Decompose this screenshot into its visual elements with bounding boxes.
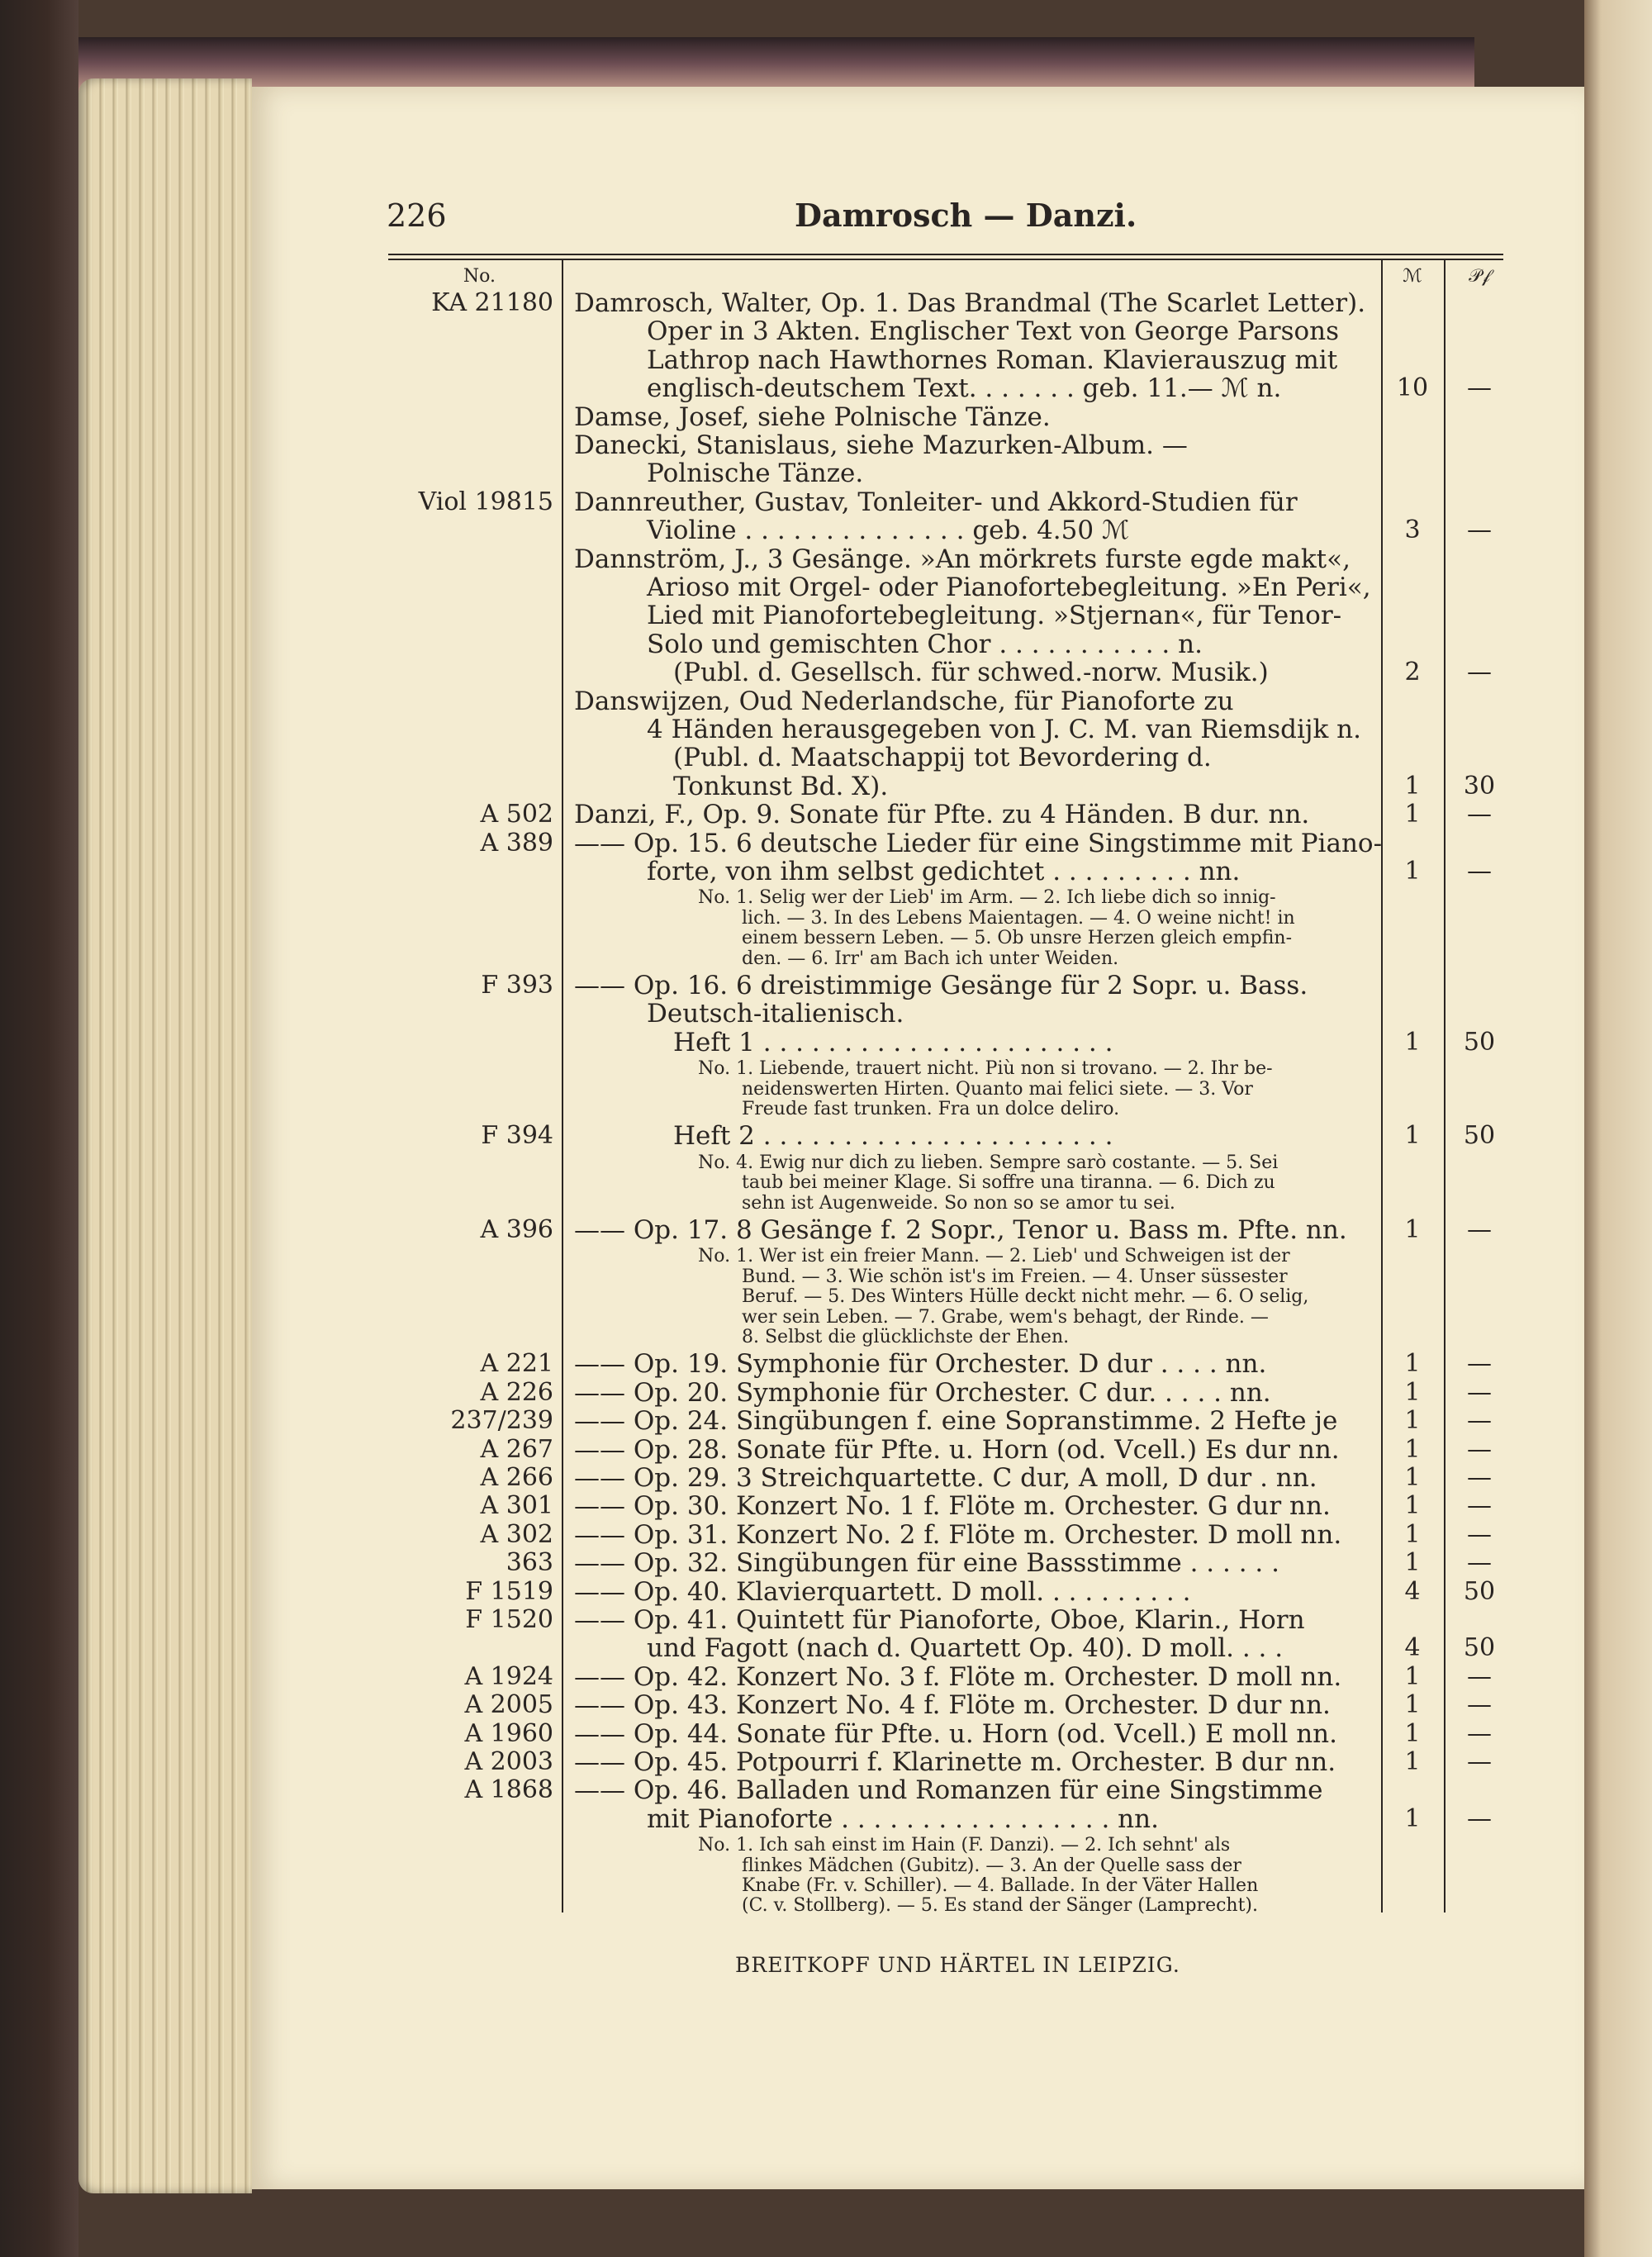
entry-number: 237/239 xyxy=(450,1406,553,1436)
price-mark: 1 xyxy=(1404,1491,1421,1521)
entry-line: Oper in 3 Akten. Englischer Text von George Parsons xyxy=(647,316,1340,347)
entry-line: Damse, Josef, siehe Polnische Tänze. xyxy=(574,402,1051,432)
entry-contents-line: No. 1. Selig wer der Lieb' im Arm. — 2. Ich liebe dich so innig- xyxy=(698,887,1276,909)
entry-line: —— Op. 46. Balladen und Romanzen für eine Singstimme xyxy=(574,1775,1323,1806)
entry-line: Damrosch, Walter, Op. 1. Das Brandmal (The Scarlet Letter). xyxy=(574,288,1366,318)
entry-number: Viol 19815 xyxy=(418,487,553,516)
price-pf: 50 xyxy=(1463,1633,1496,1663)
price-mark: 1 xyxy=(1404,1548,1421,1578)
entry-line: Heft 1 . . . . . . . . . . . . . . . . . . . . . . xyxy=(673,1027,1113,1057)
price-pf: — xyxy=(1467,1463,1492,1492)
entry-line: Danzi, F., Op. 9. Sonate für Pfte. zu 4 Händen. B dur. nn. xyxy=(574,800,1310,830)
entry-number: A 226 xyxy=(480,1377,553,1407)
page-number: 226 xyxy=(387,197,447,234)
col-header-mark: ℳ xyxy=(1403,266,1422,287)
entry-number: F 393 xyxy=(481,971,553,1000)
col-header-no: No. xyxy=(463,266,496,287)
price-mark: 1 xyxy=(1404,1519,1421,1549)
entry-line: —— Op. 30. Konzert No. 1 f. Flöte m. Orchester. G dur nn. xyxy=(574,1491,1331,1522)
entry-line: —— Op. 17. 8 Gesänge f. 2 Sopr., Tenor u. Bass m. Pfte. nn. xyxy=(574,1215,1347,1245)
entry-line: Solo und gemischten Chor . . . . . . . . . . . n. xyxy=(647,629,1203,659)
column-rule-left xyxy=(562,260,563,1913)
entry-line: Danswijzen, Oud Nederlandsche, für Pianoforte zu xyxy=(574,686,1234,716)
entry-number: A 502 xyxy=(480,800,553,829)
entry-line: mit Pianoforte . . . . . . . . . . . . . . . . . nn. xyxy=(647,1803,1159,1834)
entry-number: A 1924 xyxy=(464,1661,553,1691)
price-mark: 4 xyxy=(1404,1576,1421,1606)
price-pf: — xyxy=(1467,800,1492,829)
entry-contents-line: taub bei meiner Klage. Si soffre una tiranna. — 6. Dich zu xyxy=(742,1172,1275,1194)
entry-contents-line: 8. Selbst die glücklichste der Ehen. xyxy=(742,1327,1070,1347)
entry-contents-line: Freude fast trunken. Fra un dolce deliro. xyxy=(742,1099,1120,1119)
entry-number: A 221 xyxy=(480,1349,553,1379)
entry-line: —— Op. 28. Sonate für Pfte. u. Horn (od. Vcell.) Es dur nn. xyxy=(574,1434,1340,1465)
entry-contents-line: lich. — 3. In des Lebens Maientagen. — 4. O weine nicht! in xyxy=(742,907,1295,929)
price-mark: 1 xyxy=(1404,1661,1421,1691)
price-pf: 50 xyxy=(1463,1027,1496,1057)
entry-line: Tonkunst Bd. X). xyxy=(673,771,889,801)
entry-contents-line: Knabe (Fr. v. Schiller). — 4. Ballade. In der Väter Hallen xyxy=(742,1875,1259,1896)
entry-line: —— Op. 19. Symphonie für Orchester. D dur . . . . nn. xyxy=(574,1349,1267,1380)
price-pf: — xyxy=(1467,1349,1492,1379)
entry-contents-line: No. 1. Liebende, trauert nicht. Più non si trovano. — 2. Ihr be- xyxy=(698,1058,1273,1080)
entry-line: Deutsch-italienisch. xyxy=(647,999,904,1029)
column-rule-pf xyxy=(1444,260,1446,1913)
entry-number: 363 xyxy=(506,1548,553,1578)
entry-line: —— Op. 20. Symphonie für Orchester. C dur. . . . . nn. xyxy=(574,1377,1271,1408)
price-pf: — xyxy=(1467,1215,1492,1244)
price-pf: — xyxy=(1467,1491,1492,1521)
header-rule-top xyxy=(388,254,1503,255)
entry-number: A 302 xyxy=(480,1519,553,1549)
entry-number: A 396 xyxy=(480,1215,553,1244)
entry-line: Danecki, Stanislaus, siehe Mazurken-Album. — xyxy=(574,430,1188,460)
entry-number: A 266 xyxy=(480,1463,553,1492)
entry-line: Dannreuther, Gustav, Tonleiter- und Akkord-Studien für xyxy=(574,487,1298,517)
entry-line: —— Op. 29. 3 Streichquartette. C dur, A moll, D dur . nn. xyxy=(574,1463,1317,1493)
price-pf: — xyxy=(1467,1803,1492,1833)
entry-line: —— Op. 45. Potpourri f. Klarinette m. Orchester. B dur nn. xyxy=(574,1747,1336,1777)
entry-number: A 1960 xyxy=(464,1718,553,1748)
price-pf: — xyxy=(1467,1406,1492,1436)
entry-line: —— Op. 41. Quintett für Pianoforte, Oboe, Klarin., Horn xyxy=(574,1605,1305,1635)
entry-contents-line: No. 4. Ewig nur dich zu lieben. Sempre sarò costante. — 5. Sei xyxy=(698,1152,1279,1173)
entry-line: forte, von ihm selbst gedichtet . . . . . . . . . nn. xyxy=(647,857,1241,886)
price-pf: — xyxy=(1467,516,1492,545)
entry-number: A 1868 xyxy=(464,1775,553,1805)
price-mark: 1 xyxy=(1404,1349,1421,1379)
price-pf: — xyxy=(1467,1519,1492,1549)
entry-line: englisch-deutschem Text. . . . . . . geb. 11.— ℳ n. xyxy=(647,373,1282,404)
entry-line: Violine . . . . . . . . . . . . . . geb. 4.50 ℳ xyxy=(647,516,1130,546)
price-pf: — xyxy=(1467,1434,1492,1464)
running-head: Damrosch — Danzi. xyxy=(795,197,1137,234)
price-pf: — xyxy=(1467,857,1492,886)
entry-contents-line: No. 1. Wer ist ein freier Mann. — 2. Lieb' und Schweigen ist der xyxy=(698,1246,1290,1267)
entry-line: (Publ. d. Maatschappij tot Bevordering d. xyxy=(673,743,1212,773)
price-mark: 1 xyxy=(1404,1690,1421,1720)
entry-number: A 389 xyxy=(480,828,553,858)
entry-contents-line: einem bessern Leben. — 5. Ob unsre Herzen gleich empfin- xyxy=(742,928,1293,949)
entry-line: —— Op. 16. 6 dreistimmige Gesänge für 2 Sopr. u. Bass. xyxy=(574,971,1308,1000)
price-mark: 3 xyxy=(1404,516,1421,545)
price-pf: — xyxy=(1467,1548,1492,1578)
footer-publisher: BREITKOPF UND HÄRTEL IN LEIPZIG. xyxy=(735,1953,1180,1977)
entry-line: —— Op. 40. Klavierquartett. D moll. . . . . . . . . . xyxy=(574,1576,1191,1607)
price-pf: — xyxy=(1467,1377,1492,1407)
price-mark: 1 xyxy=(1404,857,1421,886)
col-header-pf: 𝒫𝒻 xyxy=(1469,266,1490,287)
price-mark: 1 xyxy=(1404,1377,1421,1407)
price-pf: — xyxy=(1467,1690,1492,1720)
entry-number: A 2003 xyxy=(464,1747,553,1776)
entry-contents-line: flinkes Mädchen (Gubitz). — 3. An der Quelle sass der xyxy=(742,1855,1241,1876)
entry-line: (Publ. d. Gesellsch. für schwed.-norw. Musik.) xyxy=(673,658,1269,688)
entry-number: KA 21180 xyxy=(431,288,553,317)
entry-contents-line: (C. v. Stollberg). — 5. Es stand der Sänger (Lamprecht). xyxy=(742,1895,1259,1917)
entry-number: F 394 xyxy=(481,1121,553,1151)
entry-line: Lied mit Pianofortebegleitung. »Stjernan«, für Tenor- xyxy=(647,601,1342,631)
price-pf: — xyxy=(1467,373,1492,403)
price-mark: 1 xyxy=(1404,1215,1421,1244)
price-pf: 50 xyxy=(1463,1576,1496,1606)
entry-line: Dannström, J., 3 Gesänge. »An mörkrets furste egde makt«, xyxy=(574,544,1351,574)
entry-contents-line: Bund. — 3. Wie schön ist's im Freien. — 4. Unser süssester xyxy=(742,1266,1288,1287)
price-pf: — xyxy=(1467,1661,1492,1691)
entry-line: —— Op. 43. Konzert No. 4 f. Flöte m. Orchester. D dur nn. xyxy=(574,1690,1331,1721)
price-mark: 1 xyxy=(1404,1027,1421,1057)
entry-line: —— Op. 32. Singübungen für eine Bassstimme . . . . . . xyxy=(574,1548,1279,1579)
entry-number: F 1519 xyxy=(465,1576,553,1606)
background-right xyxy=(1584,0,1652,2257)
entry-line: Arioso mit Orgel- oder Pianofortebegleitung. »En Peri«, xyxy=(647,573,1371,602)
entry-line: —— Op. 44. Sonate für Pfte. u. Horn (od. Vcell.) E moll nn. xyxy=(574,1718,1337,1749)
entry-number: A 267 xyxy=(480,1434,553,1464)
column-rule-mark xyxy=(1381,260,1383,1913)
price-mark: 1 xyxy=(1404,1121,1421,1151)
entry-line: Lathrop nach Hawthornes Roman. Klavierauszug mit xyxy=(647,344,1338,375)
entry-number: A 301 xyxy=(480,1491,553,1521)
entry-line: 4 Händen herausgegeben von J. C. M. van Riemsdijk n. xyxy=(647,715,1361,744)
entry-line: —— Op. 42. Konzert No. 3 f. Flöte m. Orchester. D moll nn. xyxy=(574,1661,1342,1692)
entry-line: Heft 2 . . . . . . . . . . . . . . . . . . . . . . xyxy=(673,1121,1113,1152)
entry-line: Polnische Tänze. xyxy=(647,459,864,489)
price-mark: 1 xyxy=(1404,1718,1421,1748)
price-mark: 1 xyxy=(1404,1747,1421,1776)
entry-contents-line: No. 1. Ich sah einst im Hain (F. Danzi). — 2. Ich sehnt' als xyxy=(698,1835,1231,1856)
entry-number: F 1520 xyxy=(465,1605,553,1634)
price-mark: 4 xyxy=(1404,1633,1421,1663)
price-mark: 1 xyxy=(1404,1406,1421,1436)
price-mark: 1 xyxy=(1404,800,1421,829)
price-pf: — xyxy=(1467,1718,1492,1748)
page-edges xyxy=(78,78,252,2193)
entry-contents-line: wer sein Leben. — 7. Grabe, wem's behagt, der Rinde. — xyxy=(742,1306,1269,1328)
entry-line: und Fagott (nach d. Quartett Op. 40). D moll. . . . xyxy=(647,1633,1284,1664)
price-mark: 2 xyxy=(1404,658,1421,687)
entry-line: —— Op. 24. Singübungen f. eine Sopranstimme. 2 Hefte je xyxy=(574,1406,1338,1437)
price-mark: 1 xyxy=(1404,771,1421,801)
price-mark: 1 xyxy=(1404,1463,1421,1492)
book-spine xyxy=(0,0,78,2257)
entry-contents-line: sehn ist Augenweide. So non so se amor tu sei. xyxy=(742,1192,1175,1214)
entry-number: A 2005 xyxy=(464,1690,553,1720)
entry-line: —— Op. 31. Konzert No. 2 f. Flöte m. Orchester. D moll nn. xyxy=(574,1519,1342,1550)
price-pf: — xyxy=(1467,1747,1492,1776)
price-pf: — xyxy=(1467,658,1492,687)
entry-contents-line: Beruf. — 5. Des Winters Hülle deckt nicht mehr. — 6. O selig, xyxy=(742,1286,1309,1308)
price-pf: 50 xyxy=(1463,1121,1496,1151)
price-mark: 10 xyxy=(1396,373,1429,403)
entry-contents-line: neidenswerten Hirten. Quanto mai felici siete. — 3. Vor xyxy=(742,1078,1253,1100)
price-mark: 1 xyxy=(1404,1434,1421,1464)
entry-contents-line: den. — 6. Irr' am Bach ich unter Weiden. xyxy=(742,948,1119,969)
price-mark: 1 xyxy=(1404,1803,1421,1833)
entry-line: —— Op. 15. 6 deutsche Lieder für eine Singstimme mit Piano- xyxy=(574,828,1383,858)
price-pf: 30 xyxy=(1463,771,1496,801)
header-rule-bottom xyxy=(388,259,1503,260)
